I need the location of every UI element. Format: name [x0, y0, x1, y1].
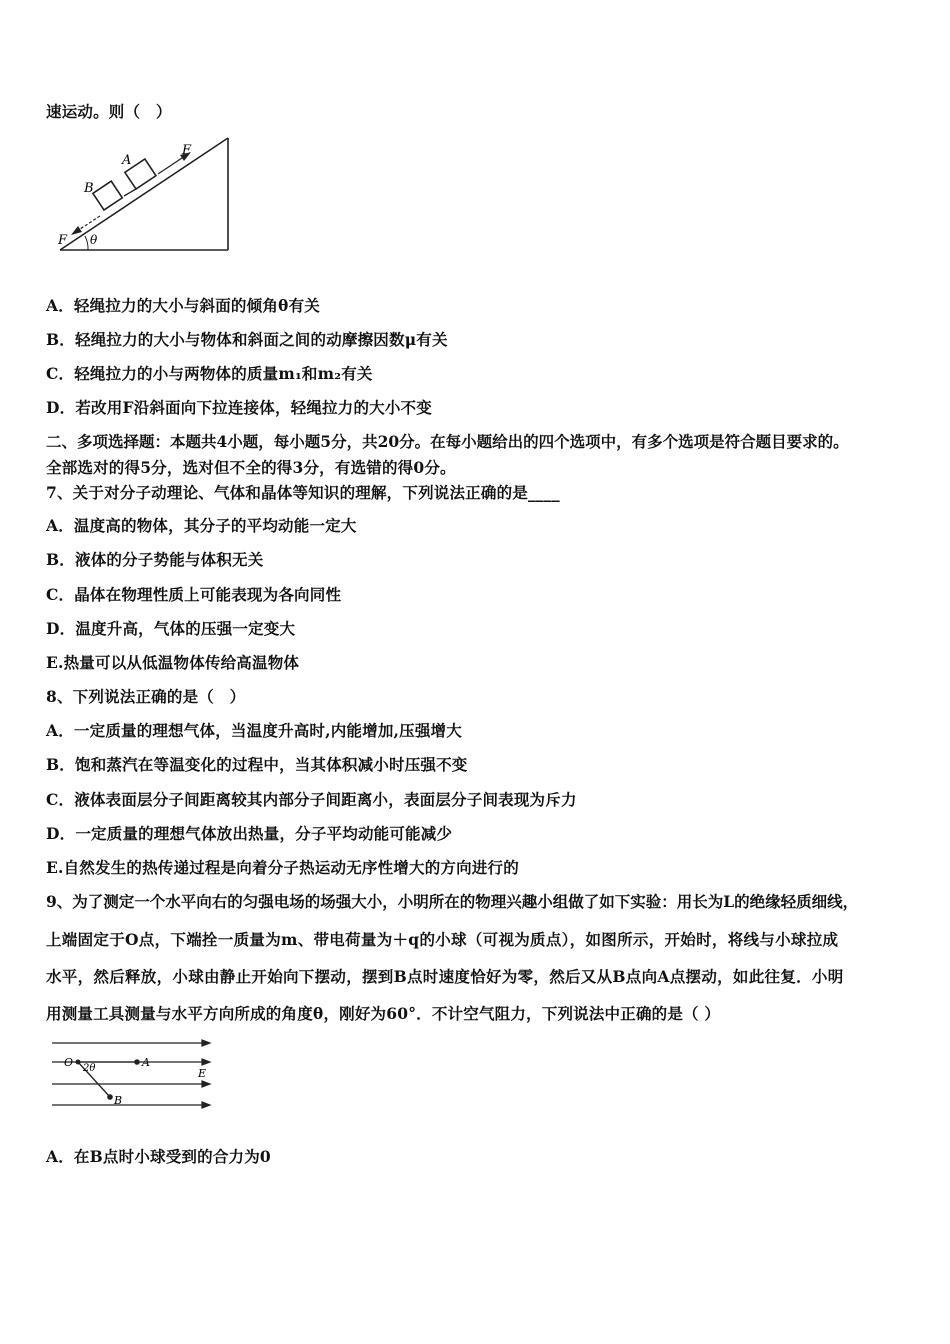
q7-option-e: E.热量可以从低温物体传给高温物体 — [46, 653, 300, 672]
q8-option-d: D．一定质量的理想气体放出热量，分子平均动能可能减少 — [46, 824, 453, 843]
q6-option-b: B．轻绳拉力的大小与物体和斜面之间的动摩擦因数μ有关 — [46, 330, 448, 349]
label-angle: 2θ — [83, 1063, 96, 1074]
q9-line-1: 9、为了测定一个水平向右的匀强电场的场强大小，小明所在的物理兴趣小组做了如下实验：用长为L的绝缘轻质细线， — [46, 892, 859, 911]
q6-tail: 速运动。则（ ） — [46, 102, 172, 121]
q8-option-c: C．液体表面层分子间距离较其内部分子间距离小，表面层分子间表现为斥力 — [46, 790, 577, 809]
q6-option-a: A．轻绳拉力的大小与斜面的倾角θ有关 — [46, 296, 320, 315]
q9-line-2: 上端固定于O点，下端拴一质量为m、带电荷量为＋q的小球（可视为质点），如图所示，开始时，将线与小球拉成 — [46, 930, 839, 949]
label-f-bottom: F — [58, 233, 68, 248]
q7-option-d: D．温度升高，气体的压强一定变大 — [46, 619, 296, 638]
q8-option-a: A．一定质量的理想气体，当温度升高时,内能增加,压强增大 — [46, 721, 462, 740]
point-b — [107, 1094, 113, 1100]
q7-stem: 7、关于对分子动理论、气体和晶体等知识的理解，下列说法正确的是____ — [46, 483, 560, 502]
q9-line-3: 水平，然后释放，小球由静止开始向下摆动，摆到B点时速度恰好为零，然后又从B点向A点摆动，如此往复．小明 — [46, 967, 844, 986]
label-e: E — [198, 1067, 207, 1080]
q6-option-d: D．若改用F沿斜面向下拉连接体，轻绳拉力的大小不变 — [46, 398, 432, 417]
label-o: O — [64, 1056, 74, 1069]
section2-heading-line1: 二、多项选择题：本题共4小题，每小题5分，共20分。在每小题给出的四个选项中，有多个选项是符合题目要求的。 — [46, 432, 849, 451]
q7-option-a: A．温度高的物体，其分子的平均动能一定大 — [46, 516, 357, 535]
section2-heading-line2: 全部选对的得5分，选对但不全的得3分，有选错的得0分。 — [46, 458, 456, 477]
q8-option-b: B．饱和蒸汽在等温变化的过程中，当其体积减小时压强不变 — [46, 755, 468, 774]
label-theta: θ — [90, 233, 98, 247]
q8-stem: 8、下列说法正确的是（ ） — [46, 687, 246, 706]
q6-option-c: C．轻绳拉力的小与两物体的质量m₁和m₂有关 — [46, 364, 373, 383]
q8-option-e: E.自然发生的热传递过程是向着分子热运动无序性增大的方向进行的 — [46, 858, 519, 877]
label-f-top: F — [182, 143, 192, 158]
label-b-point: B — [114, 1094, 123, 1107]
label-a-point: A — [142, 1056, 150, 1069]
q7-option-c: C．晶体在物理性质上可能表现为各向同性 — [46, 585, 342, 604]
field-figure — [50, 1038, 215, 1113]
point-a — [134, 1059, 140, 1065]
incline-figure — [52, 132, 237, 254]
q9-option-a: A．在B点时小球受到的合力为0 — [46, 1147, 271, 1166]
label-b: B — [84, 181, 94, 196]
q9-line-4: 用测量工具测量与水平方向所成的角度θ，刚好为60°．不计空气阻力，下列说法中正确的是（ ） — [46, 1004, 721, 1023]
label-a: A — [122, 153, 132, 168]
block-b — [93, 181, 122, 210]
q7-option-b: B．液体的分子势能与体积无关 — [46, 550, 264, 569]
